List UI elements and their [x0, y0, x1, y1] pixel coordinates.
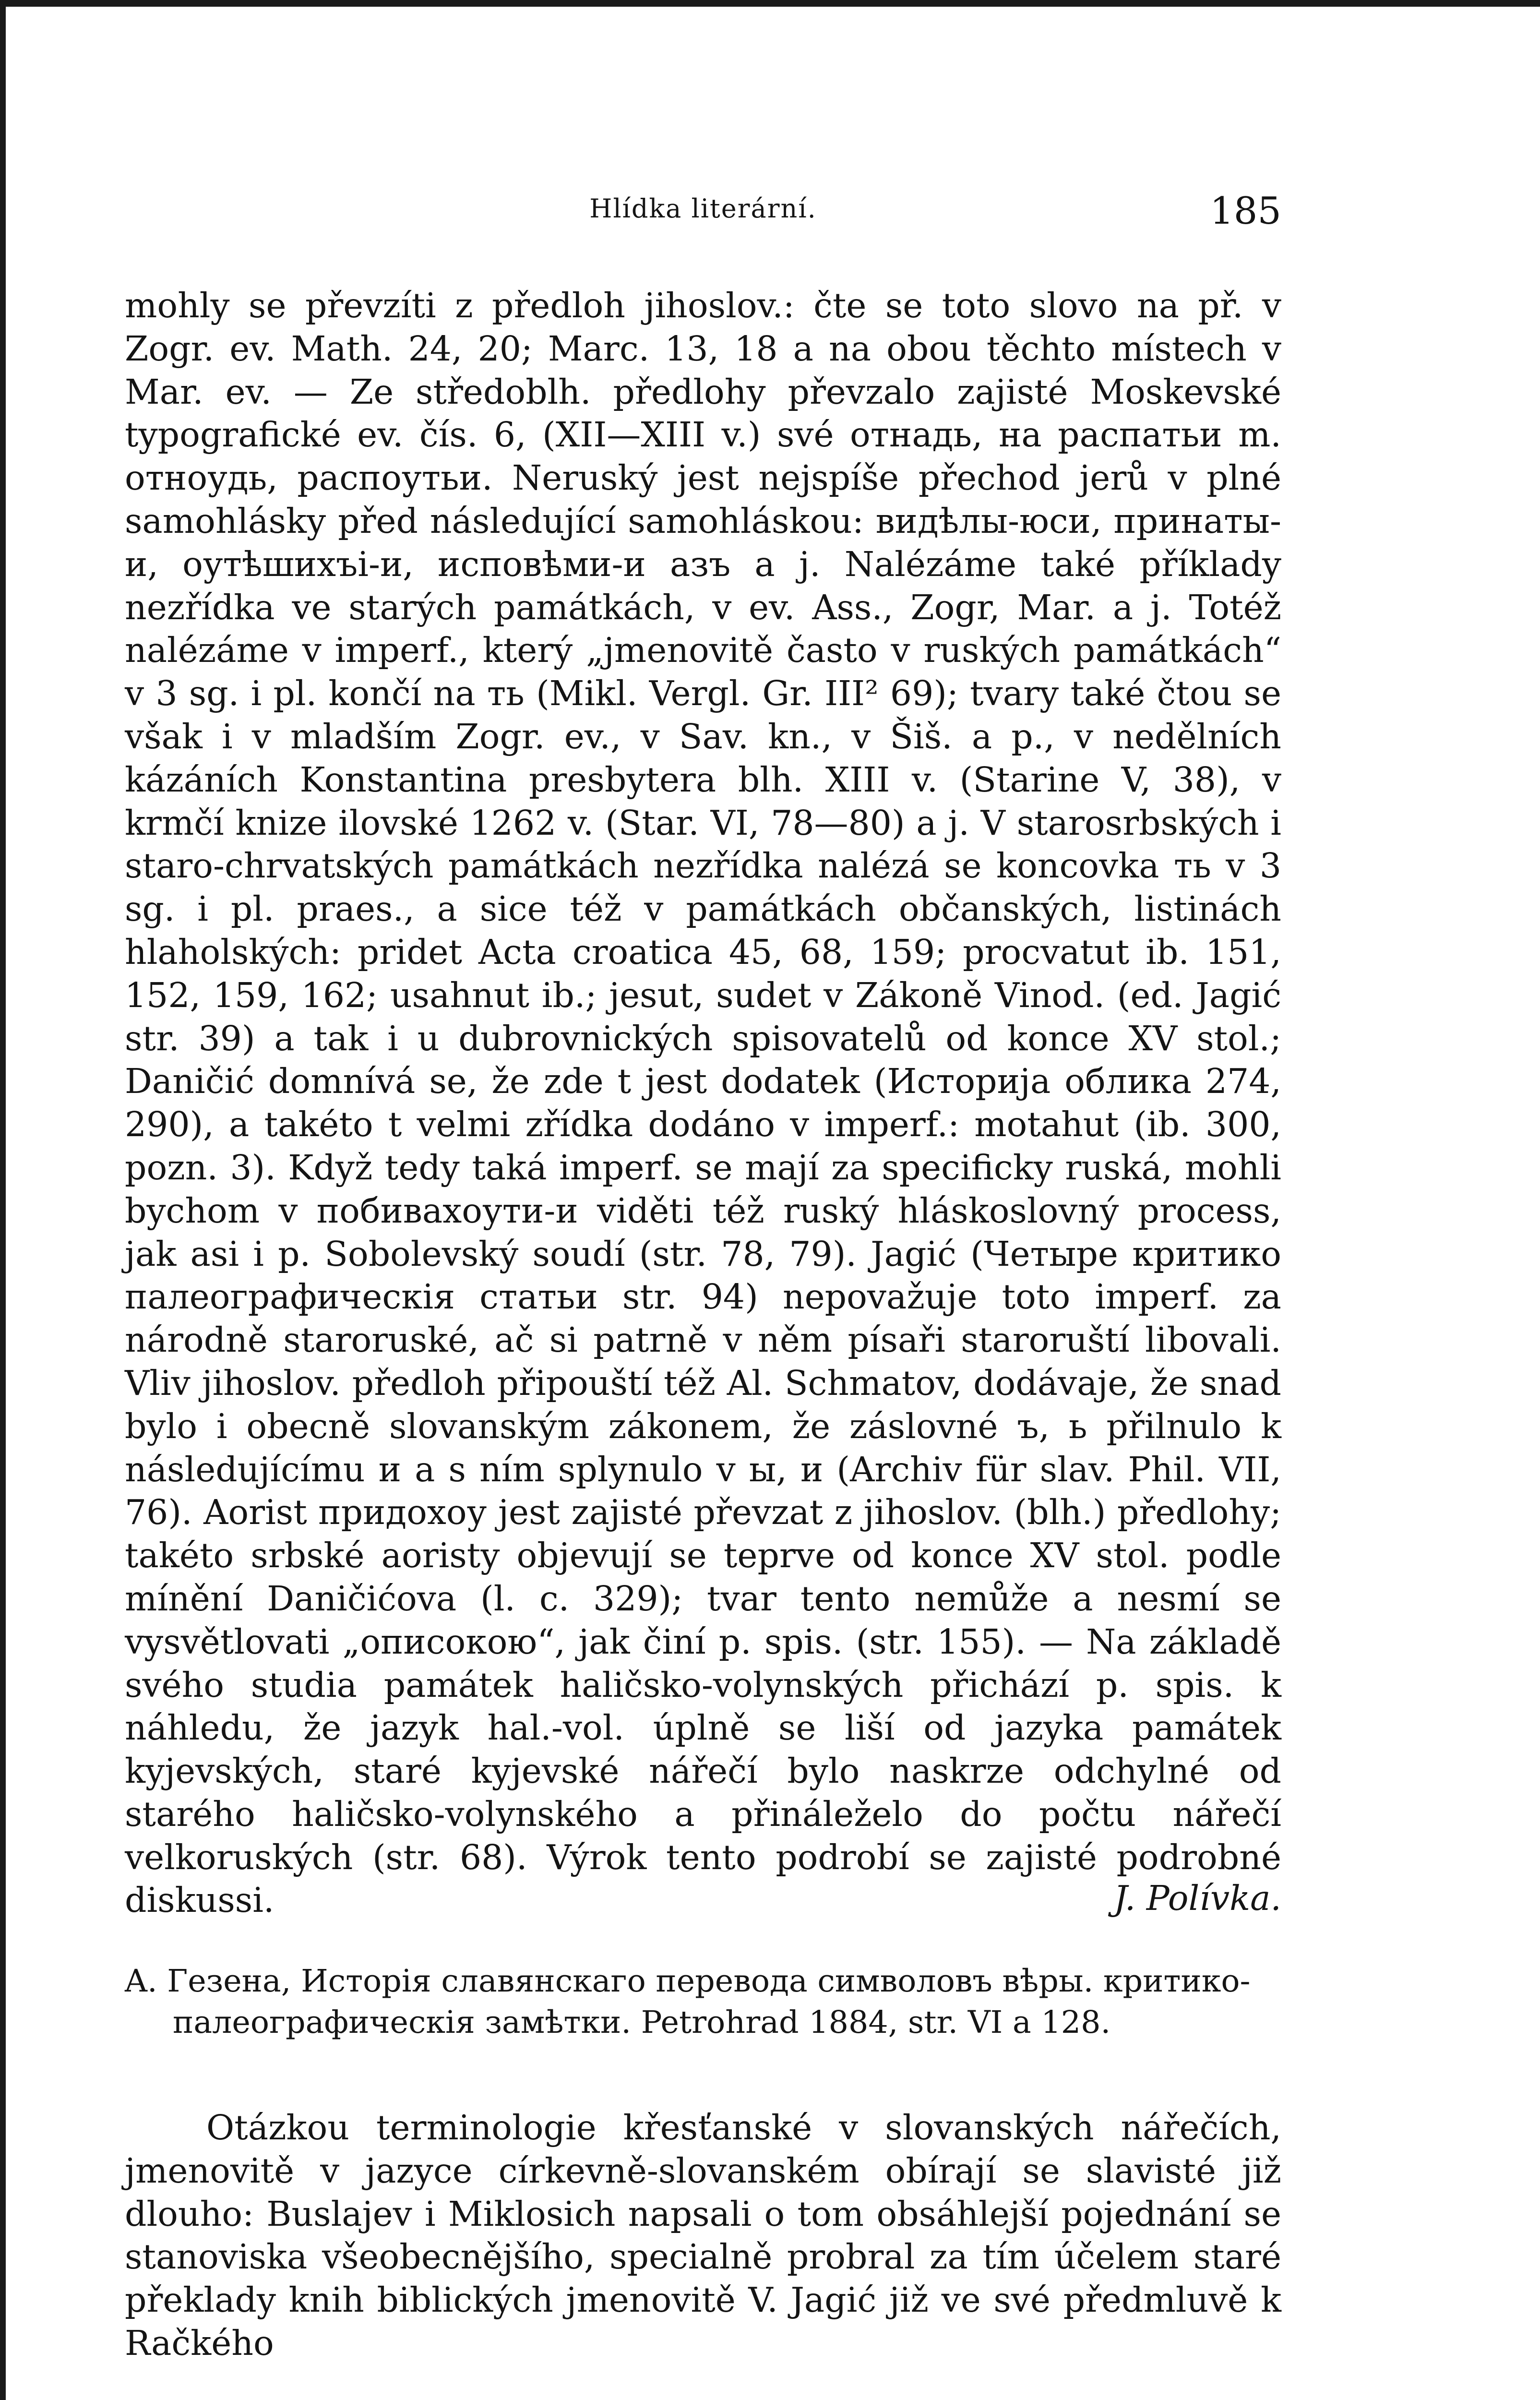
- review-title: Исторія славянскаго перевода символовъ вѣры. критико-палеографическія замѣтки. Petrohrad 1884, str. VI a 128.: [173, 1963, 1251, 2040]
- review-paragraph: Otázkou terminologie křesťanské v slovanských nářečích, jmenovitě v jazyce církevně-slovanském obírají se slavisté již dlouho: Buslajev i Miklosich napsali o tom obsáhlejší pojednání se stanoviska všeobecnějšího, specialně probral za tím účelem staré překlady knih biblických jmenovitě V. Jagić již ve své předmluvě k Račkého: [125, 2108, 1281, 2363]
- review-author: A. Гезена,: [125, 1963, 291, 1999]
- review-heading: [125, 1961, 1281, 2043]
- scan-border-top: [0, 0, 1540, 7]
- page-header: [125, 190, 1281, 233]
- running-title: Hlídka literární.: [589, 193, 817, 224]
- article-paragraph: mohly se převzíti z předloh jihoslov.: čte se toto slovo na př. v Zogr. ev. Math. 24, 20; Marc. 13, 18 a na obou těchto místech v Mar. ev. — Ze středoblh. předlohy převzalo zajisté Moskevské typografické ev. čís. 6, (XII—XIII v.) své отнадь, на распатьи m. отноудь, распоутьи. Neruský jest nejspíše přechod jerů v plné samohlásky před následující samohláskou: видѣлы-юси, принаты-и, оутѣшихъі-и, исповѣми-и азъ a j. Nalézáme také příklady nezřídka ve starých památkách, v ev. Ass., Zogr, Mar. a j. Totéž nalézáme v imperf., který „jmenovitě často v ruských památkách“ v 3 sg. i pl. končí na ть (Mikl. Vergl. Gr. III² 69); tvary také čtou se však i v mladším Zogr. ev., v Sav. kn., v Šiš. a p., v nedělních kázáních Konstantina presbytera blh. XIII v. (Starine V, 38), v krmčí knize ilovské 1262 v. (Star. VI, 78—80) a j. V starosrbských i staro-chrvatských památkách nezřídka nalézá se koncovka ть v 3 sg. i pl. praes., a sice též v památkách občanských, listinách hlaholských: pridet Acta croatica 45, 68, 159; procvatut ib. 151, 152, 159, 162; usahnut ib.; jesut, sudet v Zákoně Vinod. (ed. Jagić str. 39) a tak i u dubrovnických spisovatelů od konce XV stol.; Daničić domnívá se, že zde t jest dodatek (Историја облика 274, 290), a takéto t velmi zřídka dodáno v imperf.: motahut (ib. 300, pozn. 3). Když tedy taká imperf. se mají za specificky ruská, mohli bychom v побивахоути-и viděti též ruský hláskoslovný process, jak asi i p. Sobolevský soudí (str. 78, 79). Jagić (Четыре критико палеографическія статьи str. 94) nepovažuje toto imperf. za národně staroruské, ač si patrně v něm písaři staroruští libovali. Vliv jihoslov. předloh připouští též Al. Schmatov, dodávaje, že snad bylo i obecně slovanským zákonem, že záslovné ъ, ь přilnulo k následujícímu и a s ním splynulo v ы, и (Archiv für slav. Phil. VII, 76). Aorist придохоу jest zajisté převzat z jihoslov. (blh.) předlohy; takéto srbské aoristy objevují se teprve od konce XV stol. podle mínění Daničićova (l. c. 329); tvar tento nemůže a nesmí se vysvětlovati „описокою“, jak činí p. spis. (str. 155). — Na základě svého studia památek haličsko-volynských přichází p. spis. k náhledu, že jazyk hal.-vol. úplně se liší od jazyka památek kyjevských, staré kyjevské nářečí bylo naskrze odchylné od starého haličsko-volynského a přináleželo do počtu nářečí velkoruských (str. 68). Výrok tento podrobí se zajisté podrobné diskussi.: [125, 286, 1281, 1920]
- page-number: 185: [1210, 190, 1281, 233]
- author-signature: J. Polívka.: [1113, 1878, 1281, 1918]
- scan-border-left: [0, 0, 6, 2400]
